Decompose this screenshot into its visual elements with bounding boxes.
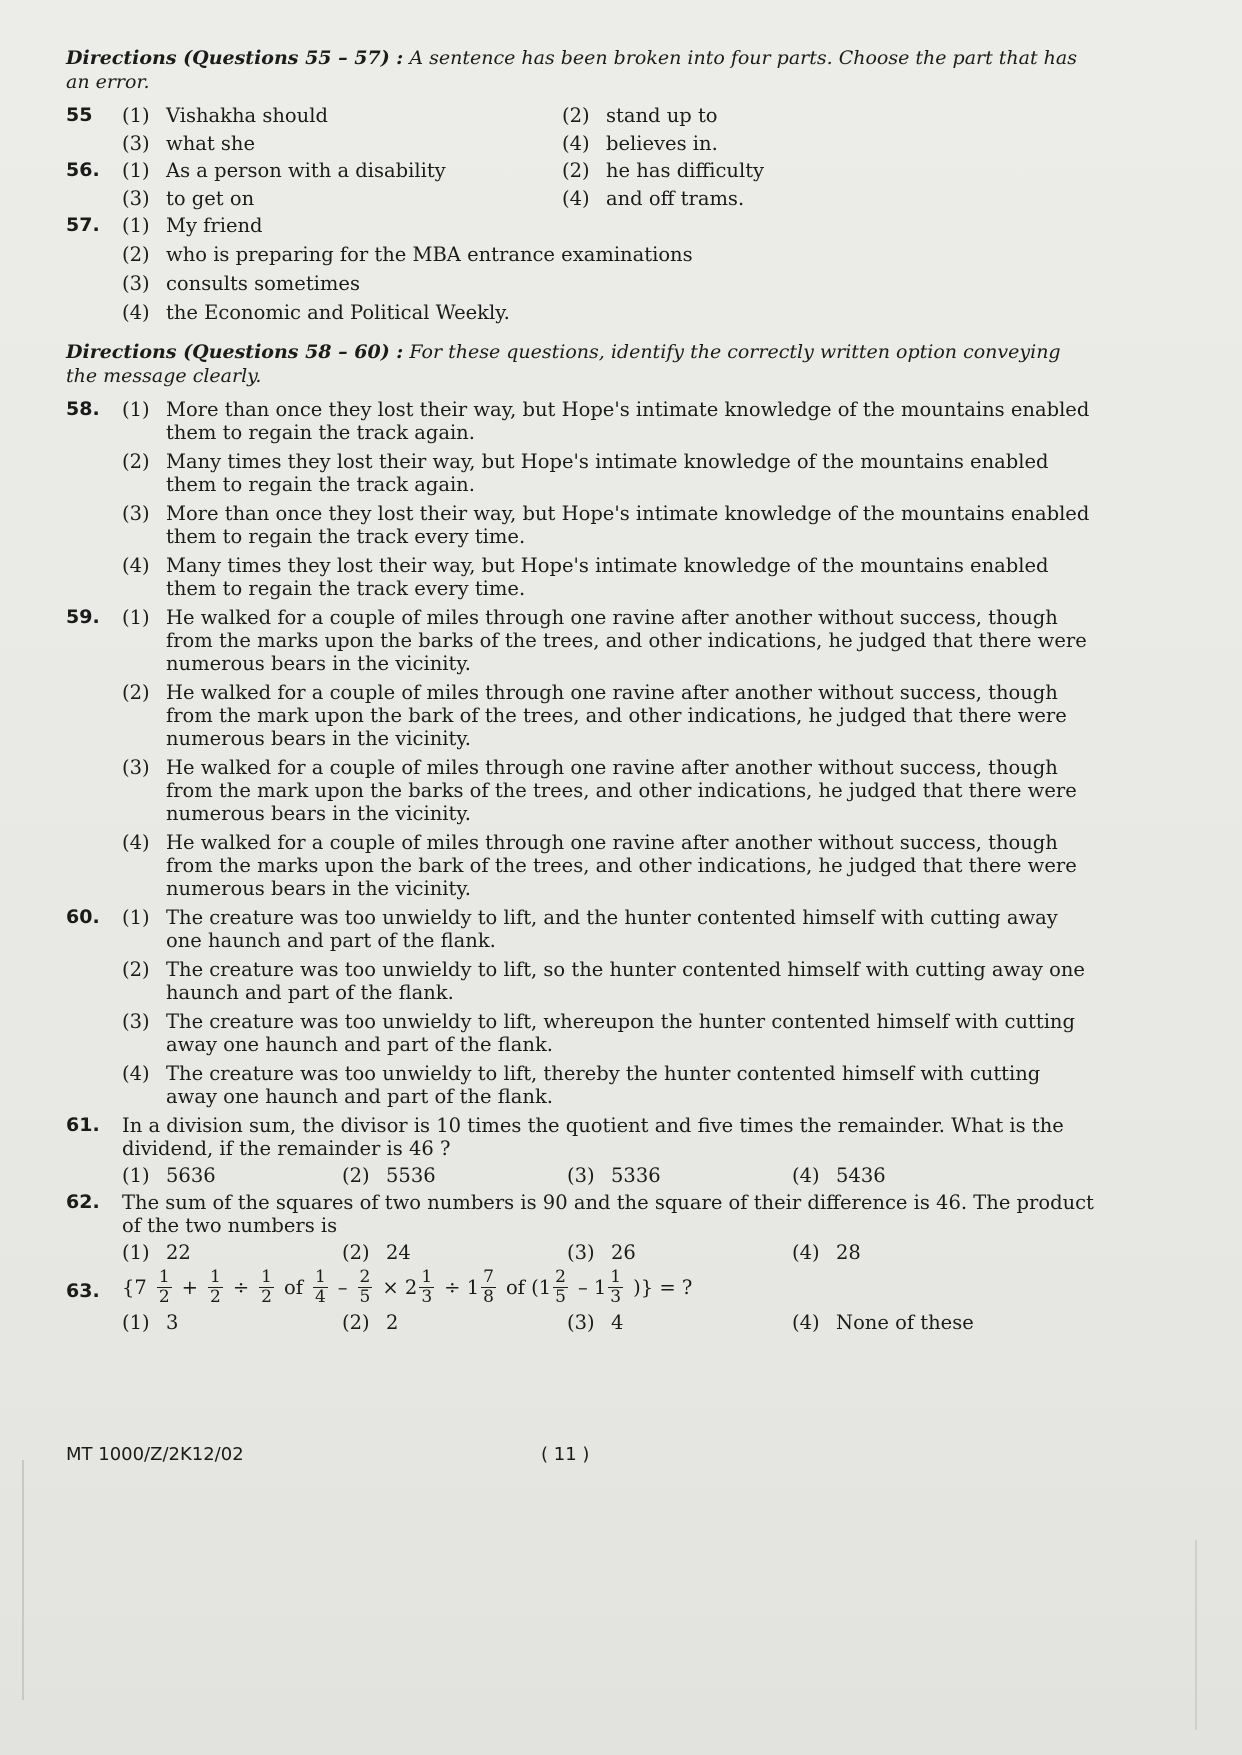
directions-55-57: Directions (Questions 55 – 57) : A sentence has been broken into four parts. Choose the part that has an error.	[66, 47, 1077, 93]
question-number: 55	[66, 104, 93, 126]
option-3: (3) consults sometimes	[122, 272, 360, 295]
option-4: (4) believes in.	[562, 132, 718, 155]
option-2: (2) he has difficulty	[562, 159, 765, 182]
option-3: (3) More than once they lost their way, but Hope's intimate knowledge of the mountains enabled them to regain the track every time.	[122, 502, 1090, 548]
option-1: (1) The creature was too unwieldy to lift, and the hunter contented himself with cutting away one haunch and part of the flank.	[122, 906, 1058, 952]
question-58	[66, 398, 1096, 600]
option-4: (4) None of these	[792, 1311, 974, 1334]
option-2: (2) 5536	[342, 1164, 436, 1187]
option-2: (2) He walked for a couple of miles through one ravine after another without success, though from the mark upon the bark of the trees, and other indications, he judged that there were numerous bears in the vicinity.	[122, 681, 1067, 750]
paper-code: MT 1000/Z/2K12/02	[66, 1444, 244, 1465]
fraction: $\frac{1}{3}$	[421, 1267, 433, 1307]
option-1: (1) 5636	[122, 1164, 216, 1187]
scan-edge-line	[1195, 1540, 1197, 1730]
option-4: (4) Many times they lost their way, but Hope's intimate knowledge of the mountains enabled them to regain the track every time.	[122, 554, 1049, 600]
fraction: $\frac{1}{4}$	[314, 1267, 326, 1307]
question-63	[66, 1268, 1096, 1334]
question-number: 62.	[66, 1191, 100, 1213]
option-2: (2) Many times they lost their way, but Hope's intimate knowledge of the mountains enabled them to regain the track again.	[122, 450, 1049, 496]
option-1: (1) Vishakha should	[122, 104, 328, 127]
option-3: (3) 26	[567, 1241, 636, 1264]
option-2: (2) The creature was too unwieldy to lift, so the hunter contented himself with cutting away one haunch and part of the flank.	[122, 958, 1085, 1004]
option-3: (3) what she	[122, 132, 256, 155]
question-stem: The sum of the squares of two numbers is 90 and the square of their difference is 46. The product of the two numbers is	[122, 1191, 1094, 1237]
option-3: (3) to get on	[122, 187, 255, 210]
option-3: (3) The creature was too unwieldy to lift, whereupon the hunter contented himself with cutting away one haunch and part of the flank.	[122, 1010, 1075, 1056]
scan-edge-line	[22, 1460, 24, 1700]
question-number: 60.	[66, 906, 100, 928]
option-1: (1) As a person with a disability	[122, 159, 446, 182]
fraction: $\frac{2}{5}$	[359, 1267, 371, 1307]
option-1: (1) He walked for a couple of miles through one ravine after another without success, though from the marks upon the barks of the trees, and other indications, he judged that there were numerous bears in the vicinity.	[122, 606, 1087, 675]
fraction: $\frac{1}{3}$	[610, 1267, 622, 1307]
option-1: (1) My friend	[122, 214, 263, 237]
page-content	[66, 46, 1096, 1338]
option-2: (2) 24	[342, 1241, 411, 1264]
question-57	[66, 214, 1096, 324]
option-1: (1) 22	[122, 1241, 191, 1264]
option-4: (4) the Economic and Political Weekly.	[122, 301, 510, 324]
question-number: 58.	[66, 398, 100, 420]
fraction: $\frac{1}{2}$	[158, 1267, 170, 1307]
option-4: (4) 28	[792, 1241, 861, 1264]
question-62	[66, 1191, 1096, 1264]
question-number: 57.	[66, 214, 100, 236]
option-1: (1) More than once they lost their way, but Hope's intimate knowledge of the mountains enabled them to regain the track again.	[122, 398, 1090, 444]
option-3: (3) 5336	[567, 1164, 661, 1187]
fraction: $\frac{1}{2}$	[261, 1267, 272, 1307]
option-4: (4) and off trams.	[562, 187, 745, 210]
question-number: 59.	[66, 606, 100, 628]
option-2: (2) stand up to	[562, 104, 718, 127]
option-4: (4) The creature was too unwieldy to lift, thereby the hunter contented himself with cutting away one haunch and part of the flank.	[122, 1062, 1041, 1108]
question-56	[66, 159, 1096, 210]
option-1: (1) 3	[122, 1311, 179, 1334]
question-60	[66, 906, 1096, 1108]
option-2: (2) 2	[342, 1311, 399, 1334]
question-59	[66, 606, 1096, 900]
directions-58-60: Directions (Questions 58 – 60) : For these questions, identify the correctly written option conveying the message clearly.	[66, 341, 1061, 387]
fraction: $\frac{7}{8}$	[483, 1267, 494, 1307]
option-3: (3) He walked for a couple of miles through one ravine after another without success, though from the mark upon the barks of the trees, and other indications, he judged that there were numerous bears in the vicinity.	[122, 756, 1077, 825]
question-number: 63.	[66, 1280, 100, 1302]
option-4: (4) 5436	[792, 1164, 886, 1187]
fraction: $\frac{2}{5}$	[555, 1267, 566, 1307]
fraction: $\frac{1}{2}$	[210, 1267, 221, 1307]
question-stem: In a division sum, the divisor is 10 times the quotient and five times the remainder. What is the dividend, if the remainder is 46 ?	[122, 1114, 1064, 1160]
option-4: (4) He walked for a couple of miles through one ravine after another without success, though from the marks upon the bark of the trees, and other indications, he judged that there were numerous bears in the vicinity.	[122, 831, 1077, 900]
question-number: 61.	[66, 1114, 100, 1136]
option-2: (2) who is preparing for the MBA entrance examinations	[122, 243, 693, 266]
question-61	[66, 1114, 1096, 1187]
question-number: 56.	[66, 159, 100, 181]
math-expression: {7 $\frac{1}{2}$ + $\frac{1}{2}$ ÷ $\frac{1}{2}$ of $\frac{1}{4}$ – $\frac{2}{5}$ × 2 $\frac{1}{3}$ ÷ 1 $\frac{7}{8}$ of (1 $\frac{2}{5}$ – 1 $\frac{1}{3}$ )} = ?	[122, 1267, 693, 1307]
question-55	[66, 104, 1096, 155]
page-number: ( 11 )	[541, 1444, 590, 1465]
option-3: (3) 4	[567, 1311, 624, 1334]
